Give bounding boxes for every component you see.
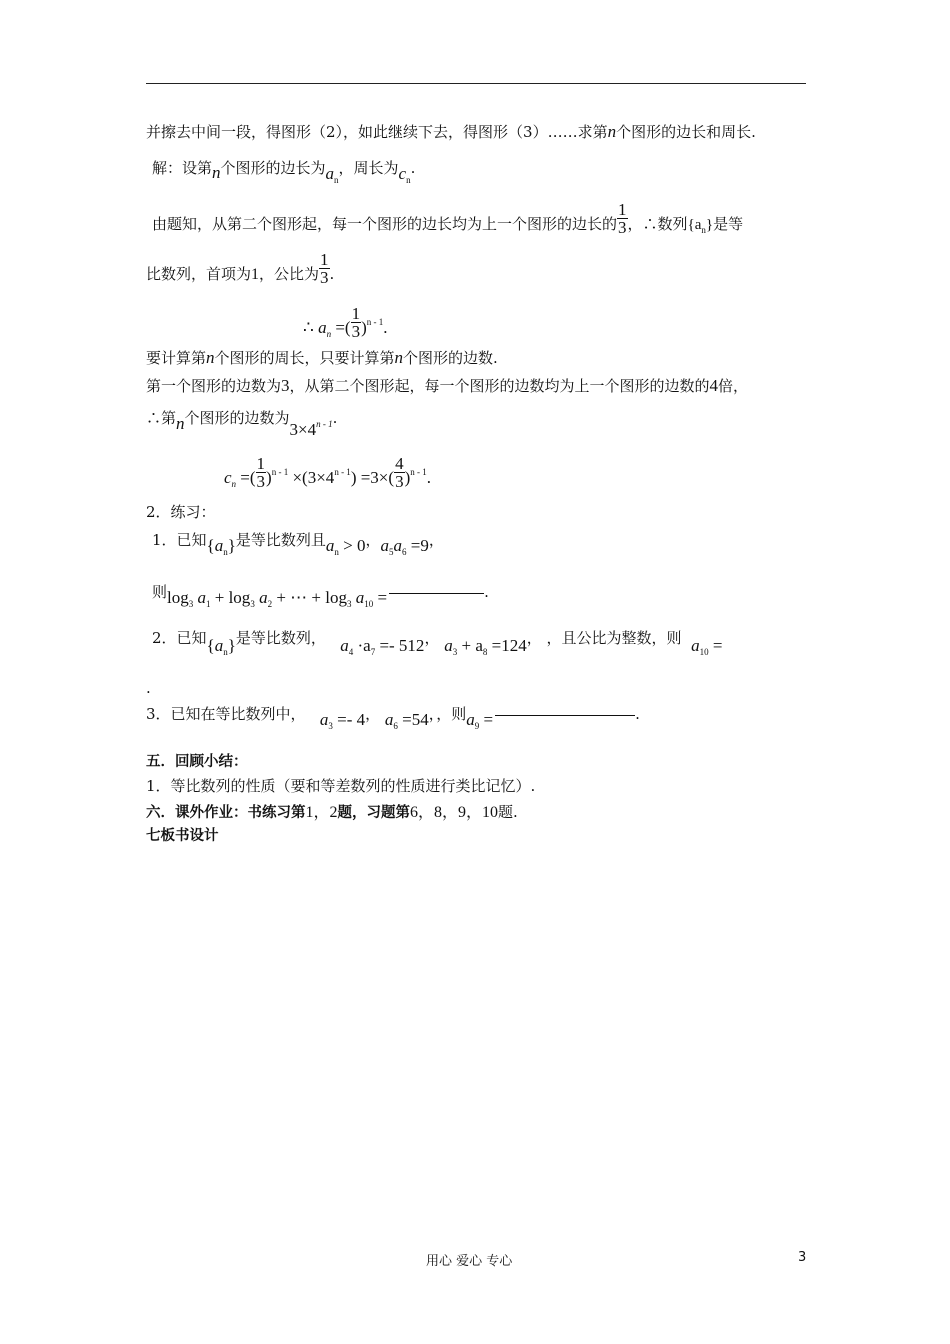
perimeter-note: 要计算第n个图形的周长，只要计算第n个图形的边数. xyxy=(146,348,498,367)
section-5-heading: 五．回顾小结： xyxy=(146,754,248,770)
fraction-one-third: $\frac{1}{3}$ xyxy=(320,249,329,287)
page-number: 3 xyxy=(798,1250,807,1265)
answer-blank xyxy=(389,593,484,594)
exercise-2-end: . xyxy=(146,679,151,697)
section-7-heading: 七板书设计 xyxy=(146,828,219,844)
section-5-item: 1．等比数列的性质（要和等差数列的性质进行类比记忆）. xyxy=(146,777,536,795)
problem-text-line: 并擦去中间一段，得图形（2），如此继续下去，得图形（3）……求第n个图形的边长和周长. xyxy=(146,122,756,141)
answer-blank xyxy=(495,715,635,716)
exercise-1-question: 则$\log_3 a_1 + \log_3 a_2$ + ⋯ + $\log_3 a_{10}$ = . xyxy=(152,583,489,609)
solution-intro: 解：设第n个图形的边长为$a_n$，周长为$c_n$. xyxy=(152,159,416,185)
exercise-1: 1．已知$\{a_n\}$是等比数列且$a_n > 0$，$a_5a_6 =9$， xyxy=(152,531,444,557)
fraction-one-third: $\frac{1}{3}$ xyxy=(618,199,627,237)
footer-slogan: 用心 爱心 专心 xyxy=(426,1254,513,1269)
exercise-title: 2．练习： xyxy=(146,503,216,521)
section-6-homework: 六．课外作业：书练习第1，2题，习题第6，8，9，10题. xyxy=(146,803,518,821)
formula-cn: $c_n$ =( $\frac{1}{3}$ )$^{n - 1} \times(3\times 4^{n - 1}) =3\times$( $\frac{4}{3}$ )$^{n - 1}$. xyxy=(224,453,431,491)
exercise-3: 3．已知在等比数列中， $a_3 =- 4$， $a_6 =54$，，则$a_9$ = . xyxy=(146,705,640,731)
formula-an: ∴ $a_n$ =( $\frac{1}{3}$ )$^{n - 1}$. xyxy=(303,303,388,341)
ratio-statement: 比数列，首项为1，公比为 $\frac{1}{3}$ . xyxy=(146,249,335,287)
exercise-2: 2．已知$\{a_n\}$是等比数列， $a_4 \cdot a_7 =- 512$， $a_3 + a_8 =124$， ，且公比为整数，则 $a_{10}$ = xyxy=(152,629,723,657)
header-rule xyxy=(146,83,806,84)
side-count-formula: ∴第n个图形的边数为$3\times 4^{n - 1}$. xyxy=(146,409,338,439)
side-count-text: 第一个图形的边数为3，从第二个图形起，每一个图形的边数均为上一个图形的边数的4倍， xyxy=(146,376,749,395)
ratio-explanation: 由题知，从第二个图形起，每一个图形的边长均为上一个图形的边长的 $\frac{1}{3}$ ，∴数列$\{a_n\}$是等 xyxy=(152,199,744,237)
